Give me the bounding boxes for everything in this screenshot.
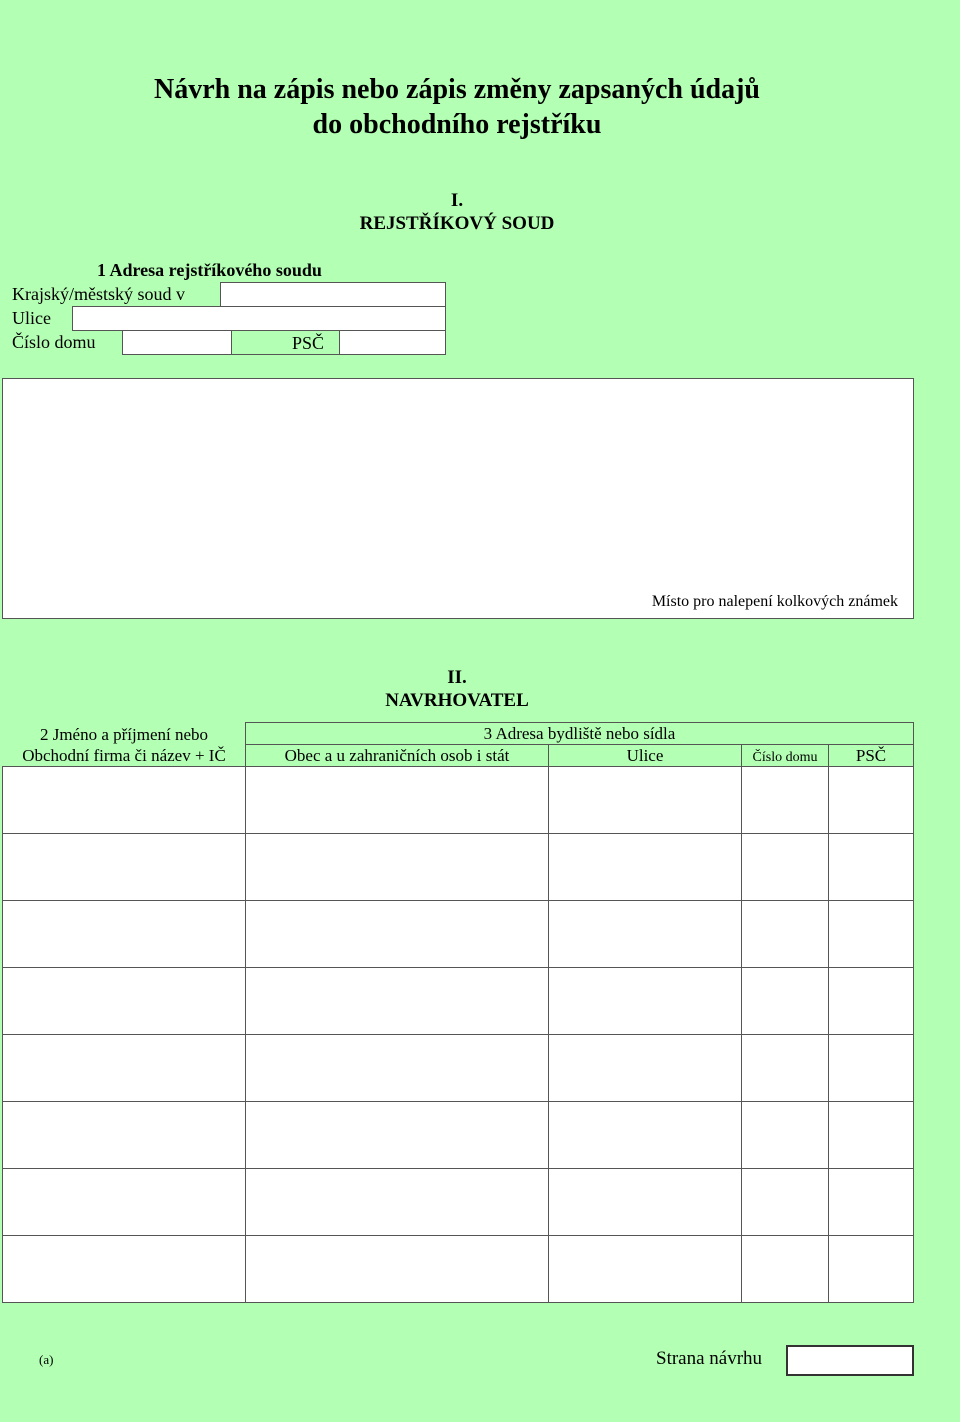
stamp-box-caption: Místo pro nalepení kolkových známek [651,593,898,610]
street-cell[interactable] [549,901,742,968]
house-number-label: Číslo domu [12,332,96,352]
city-cell[interactable] [246,767,549,834]
form-title-line2: do obchodního rejstříku [312,109,602,140]
street-field[interactable] [72,306,446,331]
table-row [3,767,914,834]
city-cell[interactable] [246,968,549,1035]
table-row [3,901,914,968]
street-cell[interactable] [549,767,742,834]
name-cell[interactable] [3,1236,246,1303]
street-cell[interactable] [549,1169,742,1236]
name-cell[interactable] [3,901,246,968]
street-cell[interactable] [549,1035,742,1102]
postal-code-cell[interactable] [829,767,914,834]
postal-code-cell[interactable] [829,1169,914,1236]
postal-code-cell[interactable] [829,968,914,1035]
name-cell[interactable] [3,1169,246,1236]
table-row [3,1236,914,1303]
city-cell[interactable] [246,1169,549,1236]
table-row [3,1035,914,1102]
applicant-table [2,766,914,1303]
name-cell[interactable] [3,968,246,1035]
court-address-heading: 1 Adresa rejstříkového soudu [97,260,322,280]
street-cell[interactable] [549,1102,742,1169]
house-number-cell[interactable] [742,901,829,968]
section2-number: II. [447,667,467,688]
name-cell[interactable] [3,767,246,834]
section1-heading: REJSTŘÍKOVÝ SOUD [359,213,555,234]
footer-note: (a) [39,1352,54,1367]
street-cell[interactable] [549,1236,742,1303]
house-number-cell[interactable] [742,1169,829,1236]
postal-code-cell[interactable] [829,1102,914,1169]
postal-code-label-cell [231,330,340,355]
city-cell[interactable] [246,1102,549,1169]
city-cell[interactable] [246,1236,549,1303]
court-field[interactable] [220,282,446,307]
postal-code-cell[interactable] [829,834,914,901]
name-cell[interactable] [3,1035,246,1102]
court-label: Krajský/městský soud v [12,284,185,304]
street-label: Ulice [12,308,51,328]
address-group-header: 3 Adresa bydliště nebo sídla [483,724,676,743]
table-row [3,1102,914,1169]
name-cell[interactable] [3,1102,246,1169]
postal-code-field[interactable] [339,330,446,355]
street-cell[interactable] [549,968,742,1035]
col-house-number-header: Číslo domu [752,750,818,765]
house-number-cell[interactable] [742,767,829,834]
col-city-header: Obec a u zahraničních osob i stát [284,746,510,765]
house-number-cell[interactable] [742,1102,829,1169]
table-row [3,968,914,1035]
city-cell[interactable] [246,901,549,968]
city-cell[interactable] [246,834,549,901]
stamp-box [2,378,914,619]
col-postal-code-header: PSČ [855,746,887,765]
postal-code-cell[interactable] [829,1035,914,1102]
house-number-cell[interactable] [742,968,829,1035]
table-row [3,834,914,901]
section1-number: I. [450,190,464,211]
city-cell[interactable] [246,1035,549,1102]
street-cell[interactable] [549,834,742,901]
page-number-field[interactable] [786,1345,914,1376]
section2-heading: NAVRHOVATEL [385,690,529,711]
postal-code-cell[interactable] [829,901,914,968]
col-street-header: Ulice [626,746,664,765]
col-name-header-line2: Obchodní firma či název + IČ [22,746,226,765]
house-number-cell[interactable] [742,834,829,901]
house-number-cell[interactable] [742,1035,829,1102]
col-name-header-line1: 2 Jméno a příjmení nebo [39,725,209,744]
name-cell[interactable] [3,834,246,901]
postal-code-label: PSČ [292,333,325,353]
page-number-label: Strana návrhu [656,1348,763,1369]
form-title-line1: Návrh na zápis nebo zápis změny zapsaných údajů [154,74,760,105]
table-row [3,1169,914,1236]
postal-code-cell[interactable] [829,1236,914,1303]
house-number-field[interactable] [122,330,232,355]
house-number-cell[interactable] [742,1236,829,1303]
